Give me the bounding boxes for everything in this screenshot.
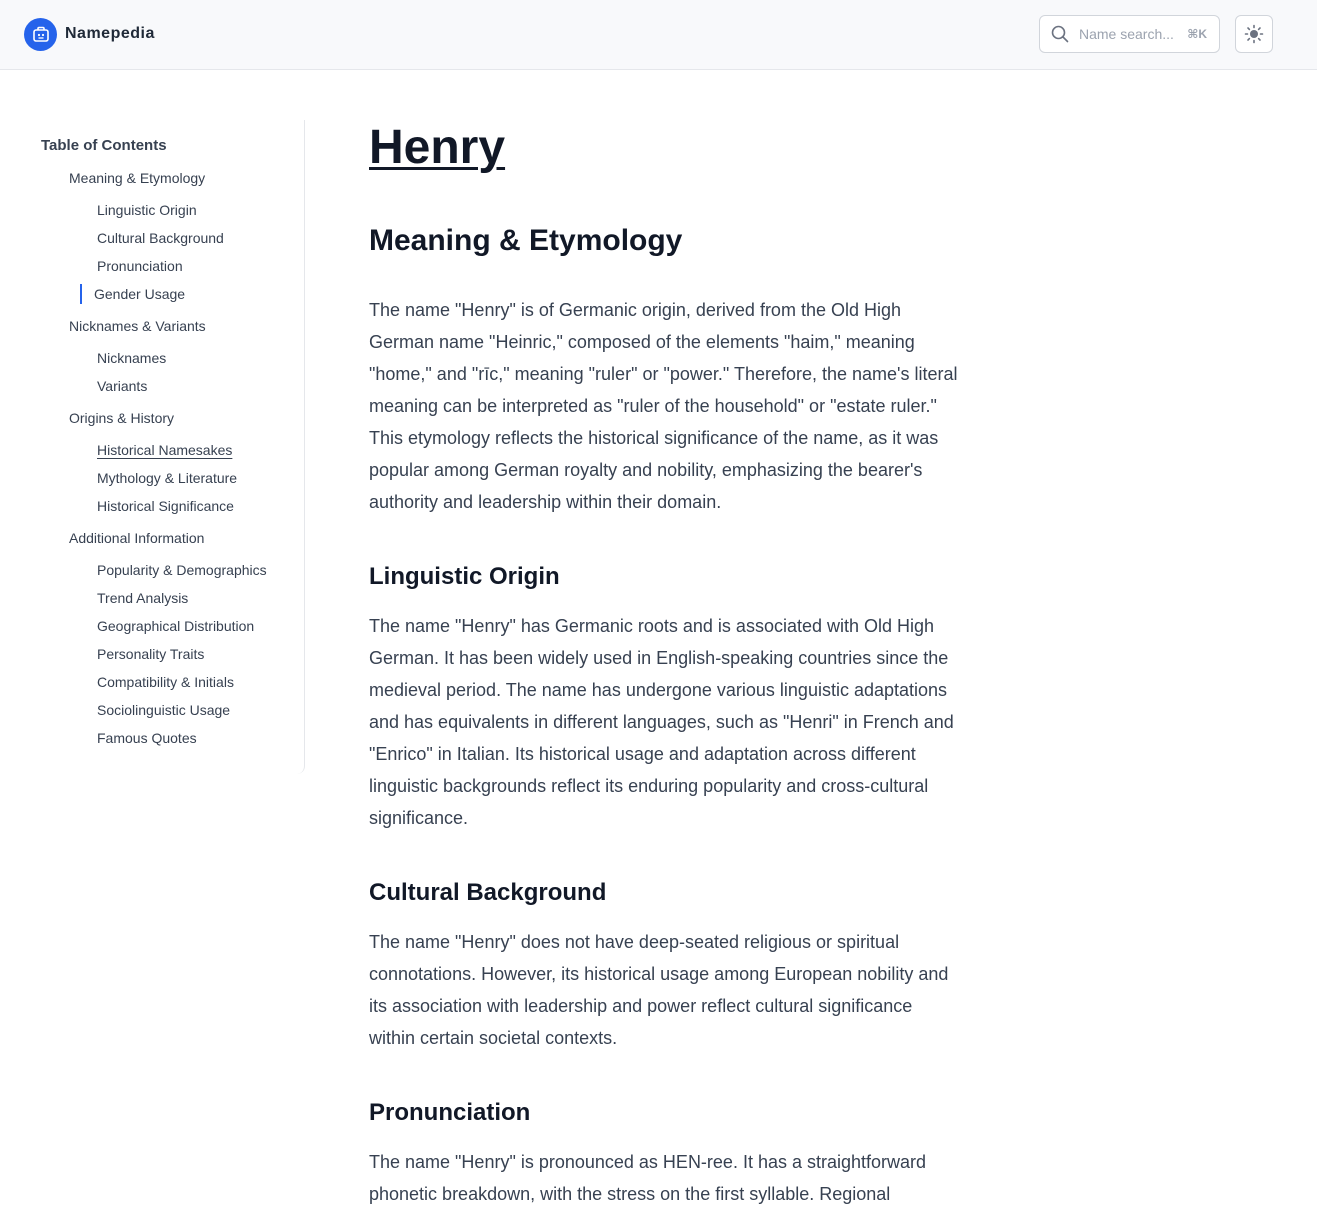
table-of-contents <box>0 120 305 774</box>
section-heading-linguistic-origin: Linguistic Origin <box>369 563 560 590</box>
top-header <box>0 0 1317 70</box>
toc-historical-significance[interactable]: Historical Significance <box>97 498 234 514</box>
section-text-meaning-etymology: The name "Henry" is of Germanic origin, derived from the Old High German name "Heinric," composed of the elements "haim," meaning "home," and "rīc," meaning "ruler" or "power." Therefore, the name's literal meaning can be interpreted as "ruler of the household" or "estate ruler." This etymology reflects the historical significance of the name, as it was popular among German royalty and nobility, emphasizing the bearer's authority and leadership within their domain. <box>369 300 958 512</box>
toc-meaning-etymology[interactable]: Meaning & Etymology <box>69 170 206 186</box>
toc-variants[interactable]: Variants <box>97 378 148 394</box>
toc-gender-usage[interactable]: Gender Usage <box>94 286 186 302</box>
toc-sociolinguistic-usage[interactable]: Sociolinguistic Usage <box>97 702 231 718</box>
search-shortcut: ⌘K <box>1187 27 1207 41</box>
toc-historical-namesakes[interactable]: Historical Namesakes <box>97 442 233 458</box>
toc-title: Table of Contents <box>41 137 167 154</box>
toc-active-indicator <box>80 284 82 304</box>
toc-origins-history[interactable]: Origins & History <box>69 410 175 426</box>
toc-popularity-demographics[interactable]: Popularity & Demographics <box>97 562 267 578</box>
brand-link[interactable] <box>24 17 155 51</box>
toc-geographical-distribution[interactable]: Geographical Distribution <box>97 618 255 634</box>
section-heading-pronunciation: Pronunciation <box>369 1099 531 1126</box>
section-heading-meaning-etymology: Meaning & Etymology <box>369 224 683 257</box>
toc-nicknames-variants[interactable]: Nicknames & Variants <box>69 318 206 334</box>
section-heading-cultural-background: Cultural Background <box>369 879 607 906</box>
search-icon <box>1051 25 1069 43</box>
section-text-pronunciation: The name "Henry" is pronounced as HEN-ree. It has a straightforward phonetic breakdown, with the stress on the first syllable. Regional <box>369 1152 927 1204</box>
toc-mythology-literature[interactable]: Mythology & Literature <box>97 470 238 486</box>
toc-trend-analysis[interactable]: Trend Analysis <box>97 590 189 606</box>
toc-nicknames[interactable]: Nicknames <box>97 350 167 366</box>
brand-name: Namepedia <box>65 25 155 42</box>
toc-pronunciation[interactable]: Pronunciation <box>97 258 183 274</box>
page-title: Henry <box>369 121 506 174</box>
sun-icon <box>1244 24 1264 44</box>
toc-personality-traits[interactable]: Personality Traits <box>97 646 205 662</box>
section-text-linguistic-origin: The name "Henry" has Germanic roots and is associated with Old High German. It has been widely used in English-speaking countries since the medieval period. The name has undergone various linguistic adaptations and has equivalents in different languages, such as "Henri" in French and "Enrico" in Italian. Its historical usage and adaptation across different linguistic backgrounds reflect its enduring popularity and cross-cultural significance. <box>369 616 954 828</box>
toc-compatibility-initials[interactable]: Compatibility & Initials <box>97 674 234 690</box>
search-placeholder: Name search... <box>1079 26 1174 42</box>
toc-linguistic-origin[interactable]: Linguistic Origin <box>97 202 197 218</box>
toc-famous-quotes[interactable]: Famous Quotes <box>97 730 197 746</box>
theme-toggle-button[interactable] <box>1235 15 1273 53</box>
toc-cultural-background[interactable]: Cultural Background <box>97 230 224 246</box>
logo-icon <box>24 18 57 51</box>
name-search-input[interactable] <box>1039 15 1220 53</box>
section-text-cultural-background: The name "Henry" does not have deep-seated religious or spiritual connotations. However, its historical usage among European nobility and its association with leadership and power reflect cultural significance within certain societal contexts. <box>369 932 949 1048</box>
toc-additional-information[interactable]: Additional Information <box>69 530 205 546</box>
